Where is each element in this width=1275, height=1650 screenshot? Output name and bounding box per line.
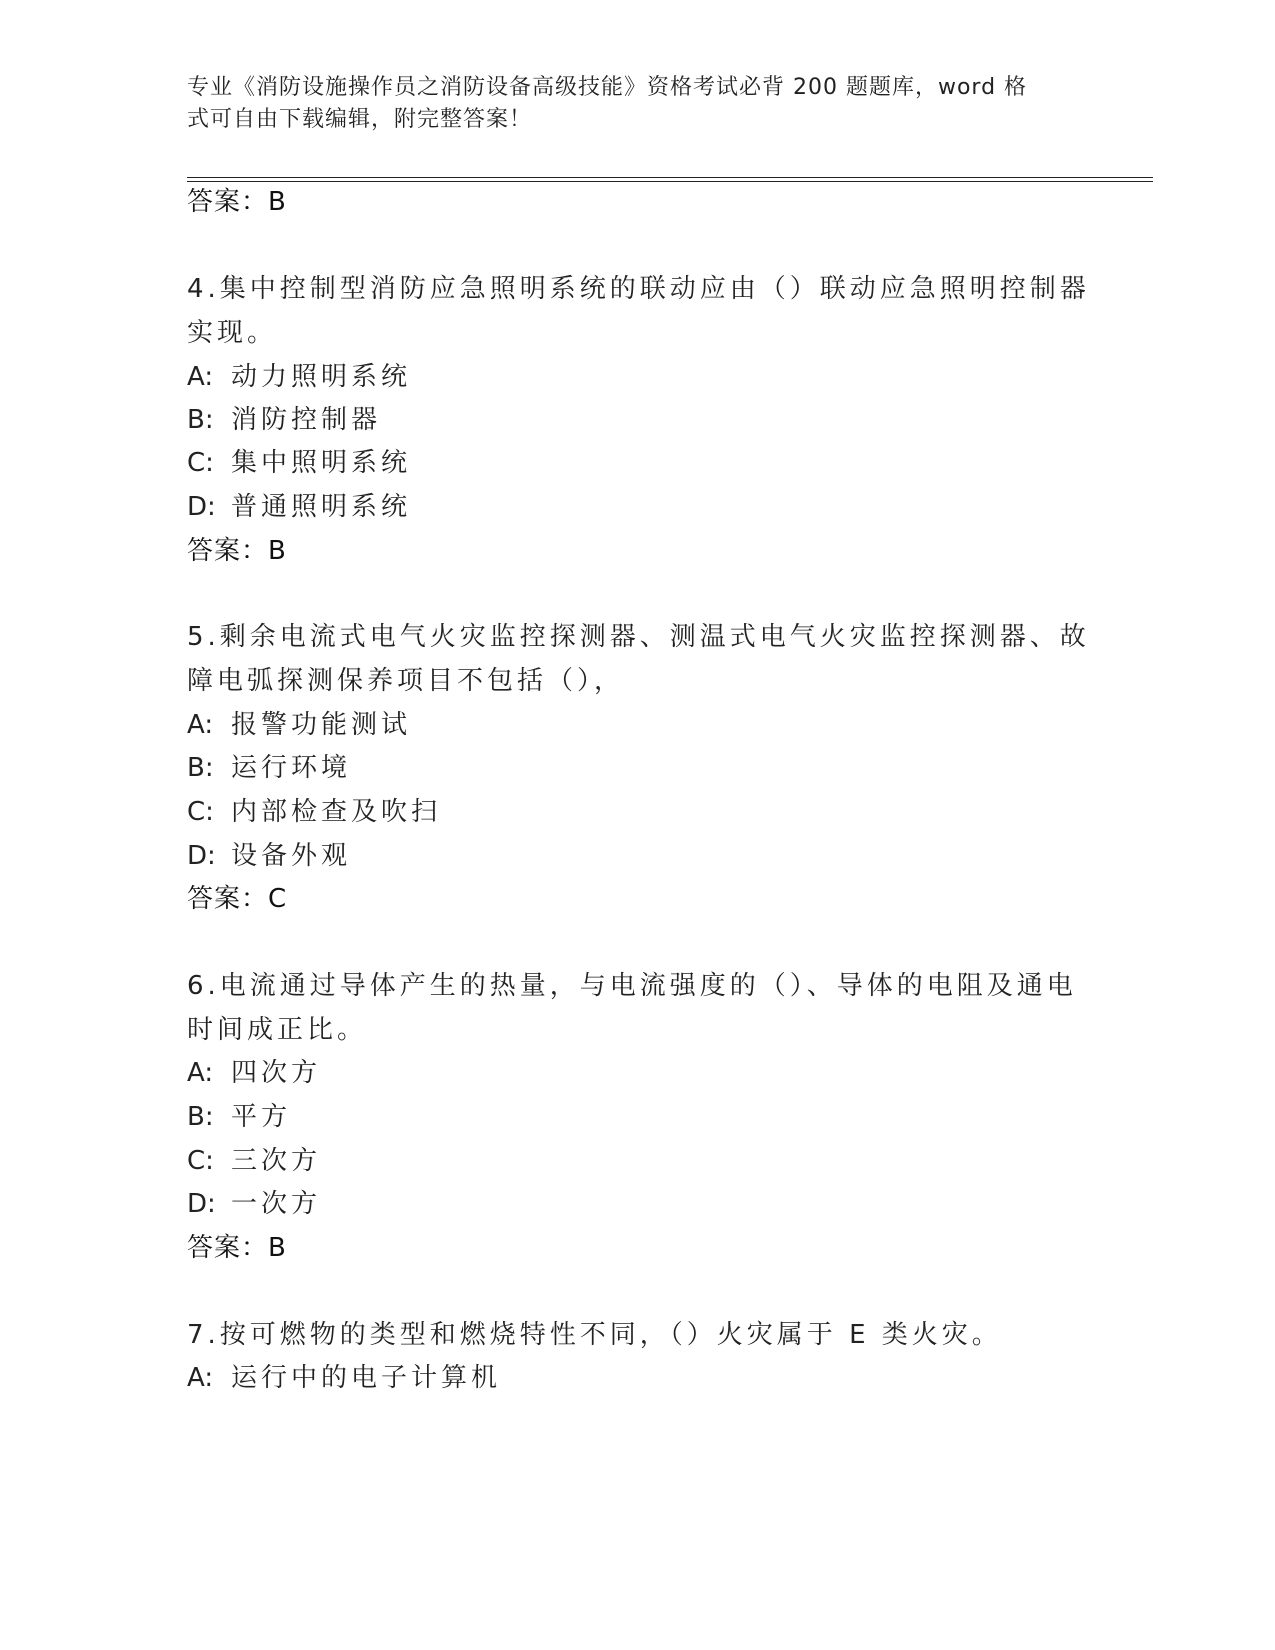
option-text: 一次方: [231, 1189, 322, 1219]
option-text: 普通照明系统: [231, 492, 412, 522]
option-text: 消防控制器: [231, 405, 382, 435]
header-divider-bottom: [187, 181, 1153, 182]
option-text: 四次方: [231, 1058, 322, 1088]
previous-answer: 答案：B: [187, 187, 287, 217]
option-letter: A:: [187, 1363, 214, 1393]
document-header: [187, 72, 1067, 136]
question-4-option-a: [187, 360, 411, 394]
option-text: 动力照明系统: [231, 362, 412, 392]
question-7-stem-line-1: 7.按可燃物的类型和燃烧特性不同，（）火灾属于 E 类火灾。: [187, 1320, 1002, 1350]
question-6-option-b: [187, 1100, 291, 1134]
question-6-answer: 答案：B: [187, 1233, 287, 1263]
question-4-stem-line-2: 实现。: [187, 318, 278, 348]
question-4-option-c: [187, 446, 411, 480]
option-letter: B:: [187, 1102, 214, 1132]
question-5-option-a: [187, 708, 411, 742]
question-6-stem-line-1: 6.电流通过导体产生的热量，与电流强度的（）、导体的电阻及通电: [187, 971, 1077, 1001]
header-divider-top: [187, 177, 1153, 178]
option-letter: B:: [187, 753, 214, 783]
option-letter: D:: [187, 492, 216, 522]
question-6-stem-line-2: 时间成正比。: [187, 1015, 368, 1045]
option-text: 运行环境: [231, 753, 352, 783]
option-letter: C:: [187, 448, 214, 478]
question-5-option-b: [187, 751, 351, 785]
question-6-option-c: [187, 1144, 321, 1178]
option-letter: B:: [187, 405, 214, 435]
option-letter: A:: [187, 1058, 214, 1088]
question-5-option-d: [187, 839, 351, 873]
option-letter: A:: [187, 362, 214, 392]
question-6-option-d: [187, 1187, 321, 1221]
option-letter: A:: [187, 710, 214, 740]
question-6-option-a: [187, 1056, 321, 1090]
option-letter: D:: [187, 1189, 216, 1219]
option-text: 集中照明系统: [231, 448, 412, 478]
question-7-option-a: [187, 1361, 501, 1395]
option-text: 三次方: [231, 1146, 322, 1176]
option-text: 报警功能测试: [231, 710, 412, 740]
option-text: 平方: [231, 1102, 292, 1132]
question-5-option-c: [187, 795, 441, 829]
option-text: 运行中的电子计算机: [231, 1363, 502, 1393]
question-5-stem-line-1: 5.剩余电流式电气火灾监控探测器、测温式电气火灾监控探测器、故: [187, 622, 1090, 652]
question-4-answer: 答案：B: [187, 536, 287, 566]
question-5-answer: 答案：C: [187, 884, 288, 914]
option-letter: D:: [187, 841, 216, 871]
question-4-option-d: [187, 490, 411, 524]
option-text: 设备外观: [231, 841, 352, 871]
option-letter: C:: [187, 797, 214, 827]
option-letter: C:: [187, 1146, 214, 1176]
question-4-option-b: [187, 403, 381, 437]
header-line-2: 式可自由下载编辑，附完整答案！: [187, 107, 533, 132]
option-text: 内部检查及吹扫: [231, 797, 442, 827]
header-line-1: 专业《消防设施操作员之消防设备高级技能》资格考试必背 200 题题库，word 格: [187, 75, 1028, 100]
question-4-stem-line-1: 4.集中控制型消防应急照明系统的联动应由（）联动应急照明控制器: [187, 274, 1090, 304]
question-5-stem-line-2: 障电弧探测保养项目不包括（），: [187, 666, 625, 696]
